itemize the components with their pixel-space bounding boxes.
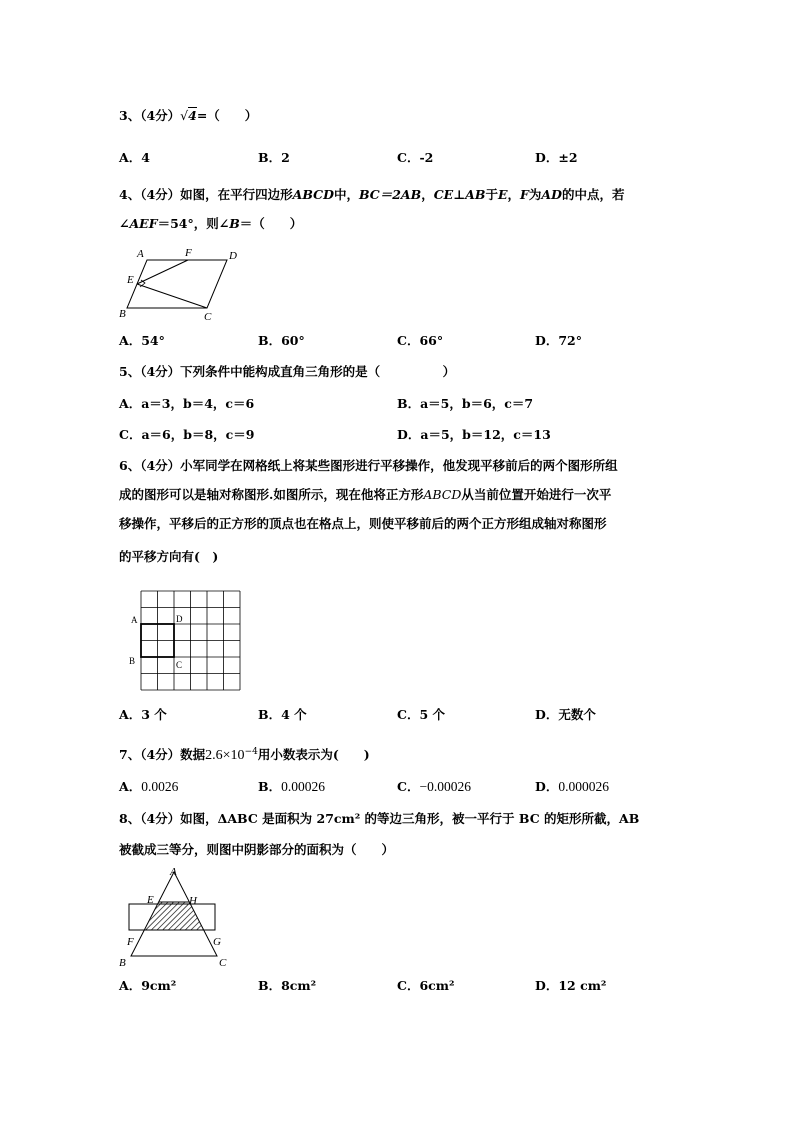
q6-option-b[interactable]: B．4 个 [258, 707, 307, 722]
question-6-line2 [119, 487, 611, 503]
q7-option-a[interactable] [119, 779, 178, 795]
question-4-stem-line1 [119, 187, 624, 203]
q7-letter: A． [119, 779, 142, 794]
label-e: E [127, 274, 134, 286]
grid-label-c: C [176, 660, 183, 670]
q5-option-d[interactable]: D．a＝5，b＝12，c＝13 [397, 427, 551, 442]
q7-number: 2.6×10 [205, 748, 245, 764]
q4-text: 的中点，若 [561, 187, 625, 202]
q7-exponent: −4 [244, 747, 258, 757]
question-7-stem [119, 744, 370, 764]
q3-radicand: 4 [188, 108, 197, 123]
grid-label-b: B [129, 656, 136, 666]
q6-abcd: ABCD [423, 487, 462, 502]
label-b: B [119, 308, 126, 320]
q7-text: 用小数表示为( ) [257, 747, 370, 763]
tri-label-e: E [147, 894, 154, 906]
q7-letter: B． [258, 779, 282, 794]
tri-label-b: B [119, 957, 126, 969]
q3-option-d[interactable]: D．±2 [535, 150, 578, 165]
q4-ad: AD [541, 187, 562, 202]
q4-bc2ab: BC＝2AB [358, 187, 422, 202]
q7-value: 0.00026 [281, 779, 325, 794]
q4-option-a[interactable]: A．54° [119, 333, 165, 348]
q7-option-c[interactable] [397, 779, 471, 795]
q8-option-a[interactable]: A．9cm² [119, 978, 177, 993]
q4-e: E [497, 187, 508, 202]
question-5-stem: 5、（4分）下列条件中能构成直角三角形的是（ ） [119, 364, 456, 379]
question-4-stem-line2 [119, 216, 302, 232]
q4-option-c[interactable]: C．66° [397, 333, 444, 348]
q6-option-a[interactable]: A．3 个 [119, 707, 167, 722]
label-c: C [204, 311, 212, 323]
grid-label-d: D [176, 614, 183, 624]
tri-label-g: G [213, 936, 221, 948]
q3-prefix: 3、（4分） [119, 108, 181, 123]
q4-text: 中， [333, 187, 359, 202]
q4-text: 4、（4分）如图，在平行四边形 [119, 187, 293, 202]
q7-letter: D． [535, 779, 559, 794]
question-6-line4: 的平移方向有( ) [119, 549, 219, 564]
q6-text: 从当前位置开始进行一次平 [461, 487, 612, 502]
q8-option-d[interactable]: D．12 cm² [535, 978, 607, 993]
q3-option-a[interactable]: A．4 [119, 150, 150, 165]
triangle-figure [115, 864, 245, 972]
q4-option-d[interactable]: D．72° [535, 333, 582, 348]
q3-option-b[interactable]: B．2 [258, 150, 290, 165]
q5-option-a[interactable]: A．a＝3，b＝4，c＝6 [119, 396, 255, 411]
q3-option-c[interactable]: C．-2 [397, 150, 434, 165]
q7-option-b[interactable] [258, 779, 325, 795]
q7-text: 7、（4分）数据 [119, 747, 206, 763]
label-a: A [137, 248, 144, 260]
q4-ceab: CE⊥AB [433, 187, 486, 202]
q4-text: ， [421, 187, 434, 202]
q7-value: 0.0026 [141, 779, 179, 794]
q8-option-c[interactable]: C．6cm² [397, 978, 455, 993]
grid-figure [125, 586, 250, 694]
tri-label-a: A [170, 866, 177, 878]
question-6-line1: 6、（4分）小军同学在网格纸上将某些图形进行平移操作，他发现平移前后的两个图形所组 [119, 458, 618, 473]
grid-label-a: A [131, 615, 138, 625]
q4-aef: AEF [129, 216, 158, 231]
q5-option-c[interactable]: C．a＝6，b＝8，c＝9 [119, 427, 255, 442]
q3-suffix: =（ ） [196, 108, 258, 123]
q7-value: −0.00026 [419, 779, 471, 794]
q7-letter: C． [397, 779, 420, 794]
q7-value: 0.000026 [558, 779, 609, 794]
q4-text: ＝（ ） [239, 216, 303, 231]
tri-label-h: H [189, 895, 197, 907]
q4-angle-sym: ∠ [119, 216, 130, 231]
q4-text: ＝54°，则∠ [157, 216, 230, 231]
q6-text: 成的图形可以是轴对称图形.如图所示，现在他将正方形 [119, 487, 424, 502]
q6-option-d[interactable]: D．无数个 [535, 707, 596, 722]
parallelogram-figure [115, 244, 245, 324]
q4-option-b[interactable]: B．60° [258, 333, 305, 348]
sqrt-symbol: √ [180, 108, 189, 123]
label-f: F [185, 247, 192, 259]
question-6-line3: 移操作，平移后的正方形的顶点也在格点上，则使平移前后的两个正方形组成轴对称图形 [119, 516, 607, 531]
label-d: D [229, 250, 237, 262]
tri-label-c: C [219, 957, 227, 969]
question-8-line2: 被截成三等分，则图中阴影部分的面积为（ ） [119, 842, 395, 857]
q4-f: F [520, 187, 529, 202]
question-3-stem [119, 108, 257, 124]
q6-option-c[interactable]: C．5 个 [397, 707, 445, 722]
question-8-line1: 8、（4分）如图，ΔABC 是面积为 27cm² 的等边三角形，被一平行于 BC 的矩形所截，AB [119, 811, 640, 826]
q8-option-b[interactable]: B．8cm² [258, 978, 317, 993]
q4-b: B [229, 216, 240, 231]
q5-option-b[interactable]: B．a＝5，b＝6，c＝7 [397, 396, 534, 411]
q4-text: ， [507, 187, 521, 202]
q4-text: 为 [528, 187, 542, 202]
q7-option-d[interactable] [535, 779, 609, 795]
q4-text: 于 [485, 187, 498, 202]
q4-abcd: ABCD [292, 187, 334, 202]
tri-label-f: F [127, 936, 134, 948]
